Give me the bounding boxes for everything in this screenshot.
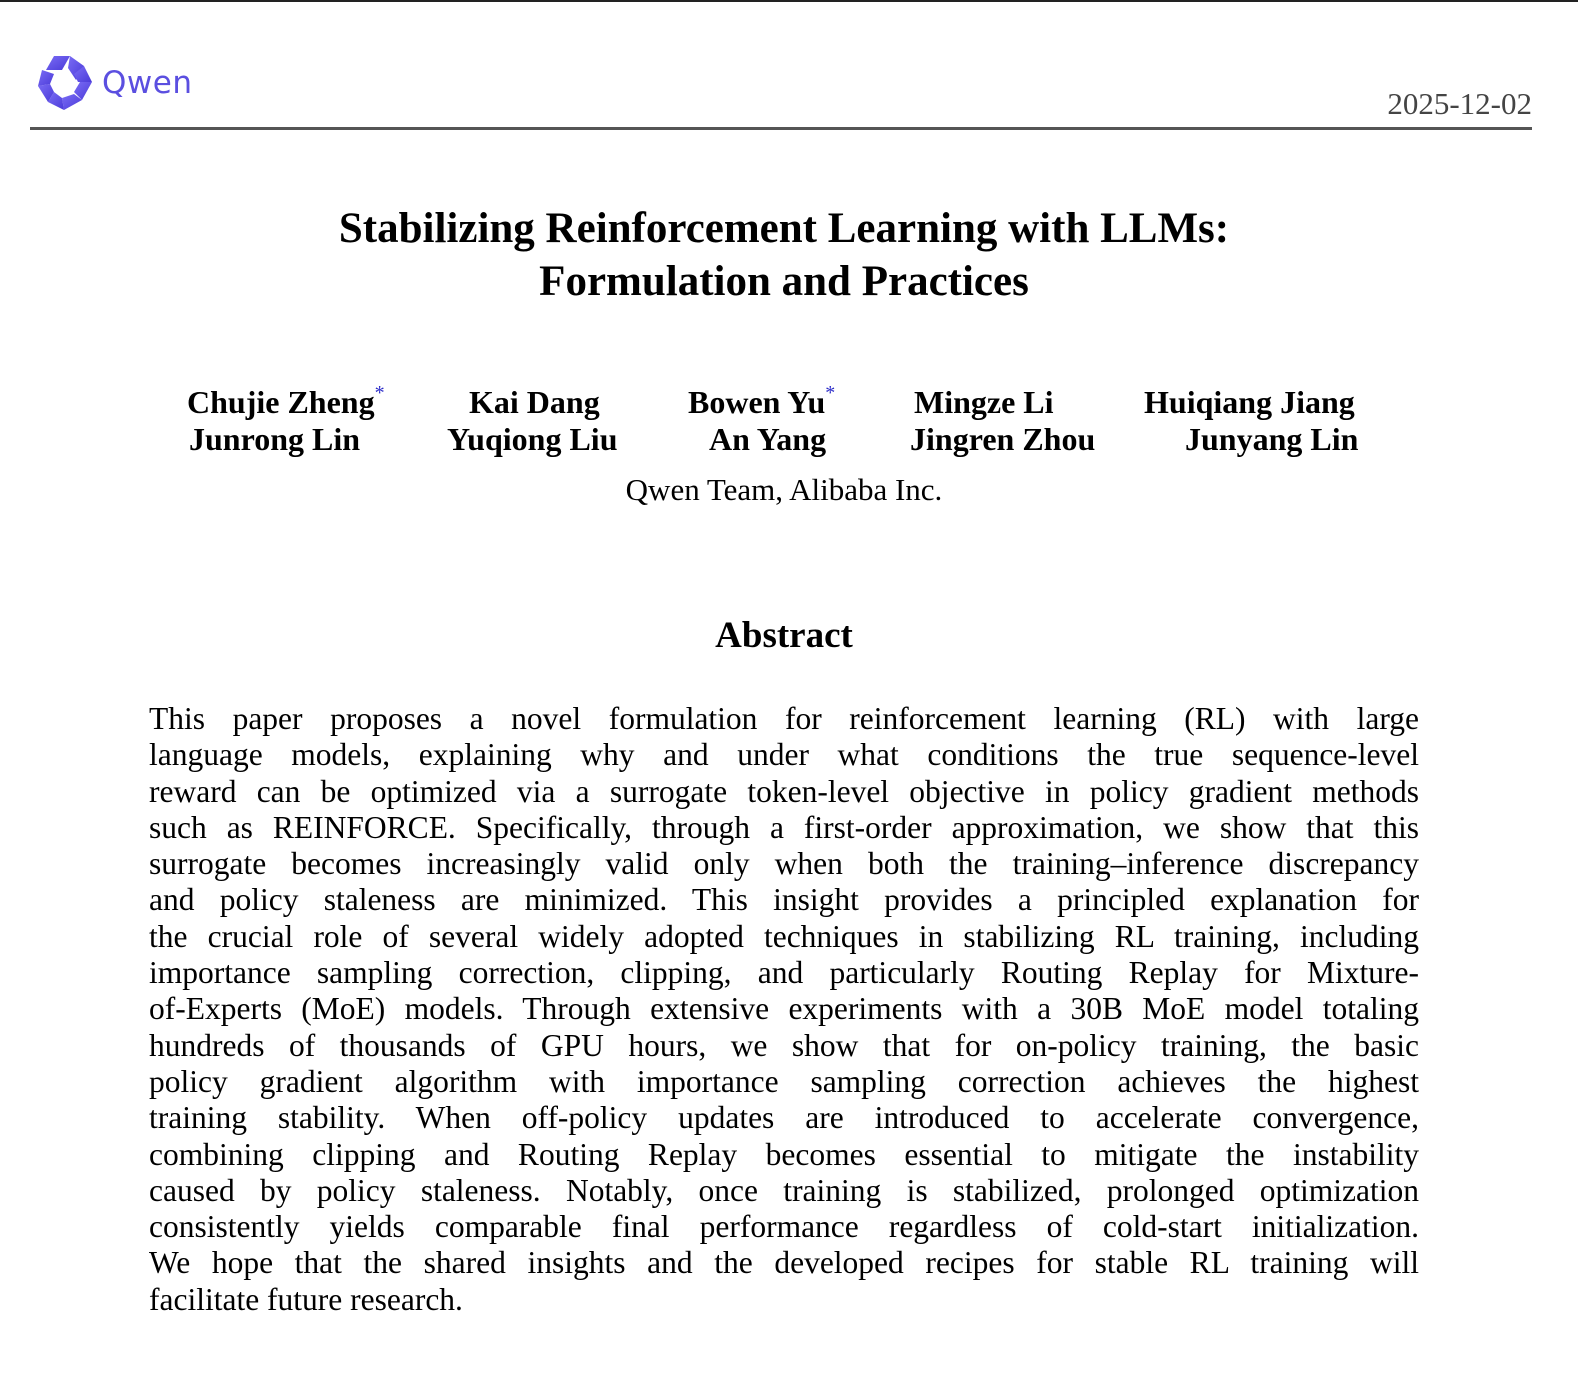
abstract-line: surrogate becomes increasingly valid only when both the training–inference discrepancy bbox=[149, 846, 1419, 882]
author bbox=[469, 384, 600, 421]
abstract-line: training stability. When off-policy updates are introduced to accelerate convergence, bbox=[149, 1100, 1419, 1136]
brand-name: Qwen bbox=[102, 65, 193, 101]
abstract-line: policy gradient algorithm with importance sampling correction achieves the highest bbox=[149, 1063, 1419, 1099]
author-name: Yuqiong Liu bbox=[447, 421, 618, 457]
abstract-line: of-Experts (MoE) models. Through extensive experiments with a 30B MoE model totaling bbox=[149, 991, 1419, 1027]
author bbox=[189, 421, 360, 458]
title-line: Stabilizing Reinforcement Learning with LLMs: bbox=[338, 205, 1230, 252]
author bbox=[709, 421, 826, 458]
abstract-line: combining clipping and Routing Replay becomes essential to mitigate the instability bbox=[149, 1136, 1419, 1172]
abstract-line: facilitate future research. bbox=[149, 1281, 463, 1317]
abstract-line: We hope that the shared insights and the developed recipes for stable RL training will bbox=[149, 1245, 1419, 1281]
author-name: Mingze Li bbox=[914, 384, 1054, 420]
author bbox=[187, 384, 385, 421]
abstract-line: reward can be optimized via a surrogate token-level objective in policy gradient methods bbox=[149, 773, 1419, 809]
author-name: Kai Dang bbox=[469, 384, 600, 420]
author-name: Huiqiang Jiang bbox=[1144, 384, 1355, 420]
author-name: An Yang bbox=[709, 421, 827, 457]
abstract-line: such as REINFORCE. Specifically, through a first-order approximation, we show that this bbox=[149, 809, 1419, 845]
header-rule bbox=[30, 127, 1532, 130]
abstract-line: the crucial role of several widely adopted techniques in stabilizing RL training, including bbox=[149, 918, 1419, 954]
abstract-heading: Abstract bbox=[715, 615, 853, 656]
abstract-line: hundreds of thousands of GPU hours, we show that for on-policy training, the basic bbox=[149, 1027, 1419, 1063]
publication-date: 2025-12-02 bbox=[1387, 86, 1532, 121]
qwen-logo bbox=[34, 52, 192, 114]
abstract-line: consistently yields comparable final performance regardless of cold-start initialization. bbox=[149, 1209, 1419, 1245]
author bbox=[447, 421, 617, 458]
author bbox=[688, 384, 835, 421]
author bbox=[910, 421, 1095, 458]
equal-contribution-mark: * bbox=[374, 382, 385, 404]
abstract-line: This paper proposes a novel formulation for reinforcement learning (RL) with large bbox=[149, 701, 1419, 736]
author-name: Junyang Lin bbox=[1185, 421, 1359, 457]
author-name: Jingren Zhou bbox=[910, 421, 1096, 457]
abstract-body bbox=[149, 701, 1419, 1318]
paper-title bbox=[0, 202, 1568, 308]
abstract-line: importance sampling correction, clipping, and particularly Routing Replay for Mixture- bbox=[149, 955, 1419, 991]
author-name: Junrong Lin bbox=[189, 421, 361, 457]
title-line: Formulation and Practices bbox=[539, 258, 1029, 305]
qwen-logo-icon bbox=[34, 52, 96, 114]
author bbox=[914, 384, 1054, 421]
abstract-line: language models, explaining why and under what conditions the true sequence-level bbox=[149, 737, 1419, 773]
page-top-border bbox=[0, 0, 1578, 2]
author bbox=[1185, 421, 1358, 458]
author-name: Bowen Yu bbox=[688, 384, 826, 420]
equal-contribution-mark: * bbox=[825, 382, 836, 404]
abstract-line: caused by policy staleness. Notably, once training is stabilized, prolonged optimization bbox=[149, 1172, 1419, 1208]
author bbox=[1144, 384, 1355, 421]
abstract-line: and policy staleness are minimized. This insight provides a principled explanation for bbox=[149, 882, 1419, 918]
affiliation: Qwen Team, Alibaba Inc. bbox=[625, 472, 943, 507]
author-name: Chujie Zheng bbox=[187, 384, 375, 420]
